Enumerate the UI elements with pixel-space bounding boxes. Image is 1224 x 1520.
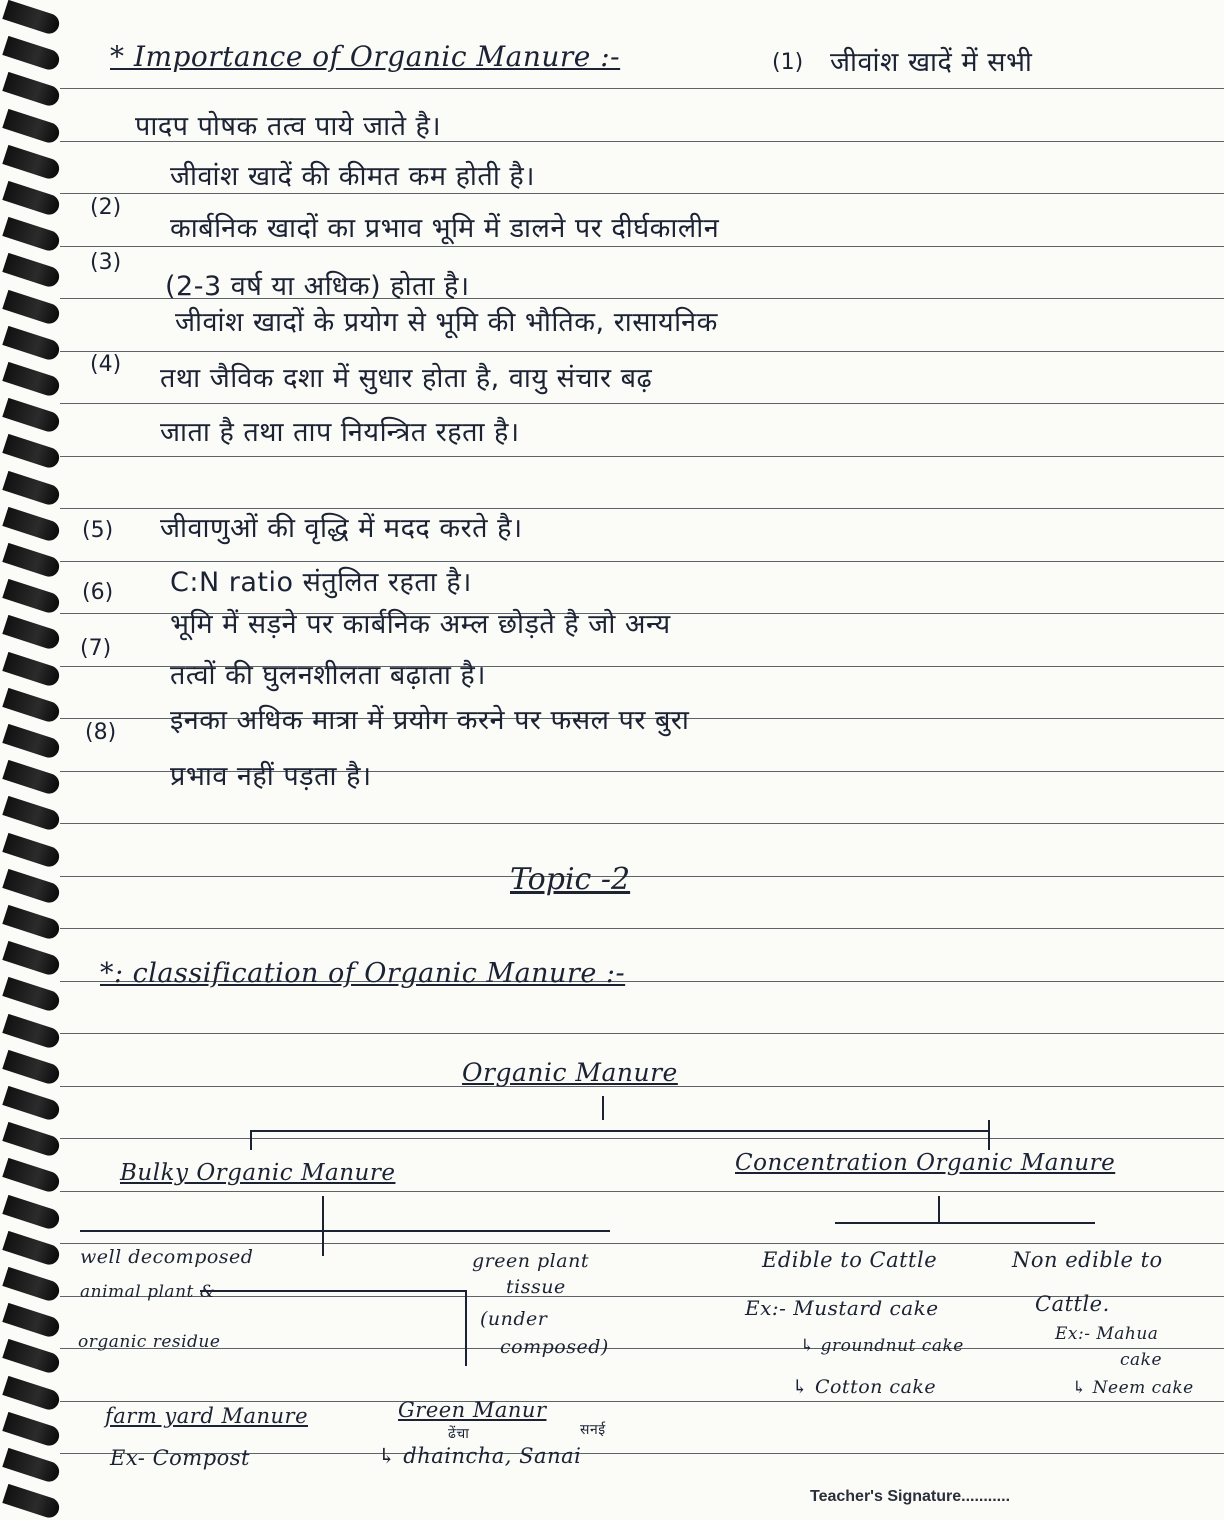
spiral-coil — [2, 1412, 61, 1448]
ruled-line — [60, 1348, 1224, 1349]
ruled-line — [60, 246, 1224, 247]
mustard-cake-label: Ex:- Mustard cake — [745, 1296, 939, 1320]
composed-label: composed) — [500, 1336, 609, 1358]
ruled-line — [60, 928, 1224, 929]
classification-heading: *: classification of Organic Manure :- — [100, 958, 626, 989]
spiral-coil — [2, 36, 61, 72]
point-3-number: (3) — [90, 250, 122, 275]
point-3-line-b: (2-3 वर्ष या अधिक) होता है। — [165, 271, 470, 302]
spiral-coil — [2, 72, 61, 108]
spiral-coil — [2, 507, 61, 543]
spiral-coil — [2, 253, 61, 289]
mahua-label: Ex:- Mahua — [1055, 1324, 1159, 1344]
ruled-line — [60, 193, 1224, 194]
point-3-line-a: कार्बनिक खादों का प्रभाव भूमि में डालने पर दीर्घकालीन — [170, 213, 720, 244]
tree-root: Organic Manure — [462, 1058, 678, 1087]
sanai-hindi-label: सनई — [580, 1422, 606, 1438]
spiral-coil — [2, 1303, 61, 1339]
point-4-number: (4) — [90, 352, 122, 377]
organic-residue-label: organic residue — [78, 1332, 221, 1352]
root-branch — [250, 1130, 990, 1132]
fym-label: farm yard Manure — [105, 1404, 308, 1428]
spiral-coil — [2, 1195, 61, 1231]
spiral-coil — [2, 290, 61, 326]
ruled-line — [60, 456, 1224, 457]
point-6-number: (6) — [82, 580, 114, 605]
green-arrow — [465, 1290, 467, 1366]
spiral-coil — [2, 471, 61, 507]
cotton-cake-label: ↳ Cotton cake — [792, 1376, 937, 1398]
under-label: (under — [480, 1308, 548, 1330]
point-7-line-b: तत्वों की घुलनशीलता बढ़ाता है। — [170, 660, 486, 691]
bulky-stem — [322, 1196, 324, 1256]
ruled-line — [60, 1401, 1224, 1402]
root-stem — [602, 1096, 604, 1120]
spiral-coil — [2, 145, 61, 181]
point-8-number: (8) — [85, 720, 117, 745]
spiral-coil — [2, 181, 61, 217]
concentrated-drop — [988, 1120, 990, 1150]
mahua-cake-label: cake — [1120, 1350, 1163, 1370]
bulky-drop — [250, 1130, 252, 1150]
spiral-coil — [2, 362, 61, 398]
point-7-line-a: भूमि में सड़ने पर कार्बनिक अम्ल छोड़ते है जो अन्य — [170, 609, 671, 640]
edible-label: Edible to Cattle — [762, 1248, 938, 1272]
spiral-binding — [0, 0, 70, 1508]
animal-plant-label: animal plant & — [80, 1282, 216, 1302]
spiral-coil — [2, 977, 61, 1013]
spiral-coil — [2, 543, 61, 579]
spiral-coil — [2, 579, 61, 615]
ruled-line — [60, 351, 1224, 352]
point-4-line-b: तथा जैविक दशा में सुधार होता है, वायु संचार बढ़ — [160, 363, 653, 394]
spiral-coil — [2, 869, 61, 905]
spiral-coil — [2, 615, 61, 651]
ruled-line — [60, 823, 1224, 824]
spiral-coil — [2, 0, 61, 36]
spiral-coil — [2, 1122, 61, 1158]
groundnut-cake-label: ↳ groundnut cake — [800, 1336, 964, 1356]
spiral-coil — [2, 1448, 61, 1484]
bulky-node: Bulky Organic Manure — [120, 1160, 396, 1186]
point-4-line-a: जीवांश खादों के प्रयोग से भूमि की भौतिक, रासायनिक — [175, 307, 718, 338]
spiral-coil — [2, 1158, 61, 1194]
ruled-line — [60, 88, 1224, 89]
ruled-line — [60, 876, 1224, 877]
topic-title: Topic -2 — [510, 862, 631, 897]
ruled-line — [60, 1243, 1224, 1244]
point-7-number: (7) — [80, 636, 112, 661]
bulky-branch — [80, 1230, 610, 1232]
spiral-coil — [2, 109, 61, 145]
spiral-coil — [2, 688, 61, 724]
spiral-coil — [2, 796, 61, 832]
spiral-coil — [2, 1086, 61, 1122]
concentrated-branch — [835, 1222, 1095, 1224]
spiral-coil — [2, 833, 61, 869]
spiral-coil — [2, 434, 61, 470]
spiral-coil — [2, 326, 61, 362]
spiral-coil — [2, 652, 61, 688]
point-5-number: (5) — [82, 518, 114, 543]
teacher-signature: Teacher's Signature........... — [810, 1488, 1011, 1505]
point-8-line-b: प्रभाव नहीं पड़ता है। — [170, 761, 372, 792]
ruled-line — [60, 403, 1224, 404]
spiral-coil — [2, 398, 61, 434]
point-2-text: जीवांश खादें की कीमत कम होती है। — [170, 161, 535, 192]
point-4-line-c: जाता है तथा ताप नियन्त्रित रहता है। — [160, 417, 520, 448]
green-plant-label: green plant — [472, 1250, 589, 1272]
point-2-number: (2) — [90, 195, 122, 220]
spiral-coil — [2, 217, 61, 253]
spiral-coil — [2, 1267, 61, 1303]
spiral-coil — [2, 724, 61, 760]
point-1-line-b: पादप पोषक तत्व पाये जाते है। — [135, 111, 442, 142]
dhaincha-hindi-label: ढेंचा — [448, 1426, 470, 1442]
spiral-coil — [2, 1231, 61, 1267]
spiral-coil — [2, 941, 61, 977]
importance-heading: * Importance of Organic Manure :- — [110, 40, 621, 73]
ruled-line — [60, 1138, 1224, 1139]
spiral-coil — [2, 1050, 61, 1086]
non-edible-label: Non edible to — [1012, 1248, 1163, 1272]
well-decomposed-label: well decomposed — [80, 1246, 254, 1268]
green-manure-label: Green Manur — [398, 1398, 547, 1422]
point-1-line-a: जीवांश खादें में सभी — [830, 47, 1033, 78]
ruled-line — [60, 1191, 1224, 1192]
spiral-coil — [2, 1484, 61, 1520]
point-6-text: C:N ratio संतुलित रहता है। — [170, 567, 472, 598]
point-8-line-a: इनका अधिक मात्रा में प्रयोग करने पर फसल पर बुरा — [170, 705, 690, 736]
point-1-number: (1) — [772, 50, 804, 75]
tissue-label: tissue — [506, 1276, 566, 1298]
point-5-text: जीवाणुओं की वृद्धि में मदद करते है। — [160, 513, 523, 544]
spiral-coil — [2, 905, 61, 941]
bulky-sub-branch — [200, 1290, 465, 1292]
neem-cake-label: ↳ Neem cake — [1072, 1378, 1194, 1398]
spiral-coil — [2, 1376, 61, 1412]
cattle-label: Cattle. — [1035, 1292, 1110, 1316]
spiral-coil — [2, 760, 61, 796]
dhaincha-label: ↳ dhaincha, Sanai — [378, 1444, 582, 1468]
concentrated-stem — [938, 1196, 940, 1224]
concentrated-node: Concentration Organic Manure — [735, 1150, 1116, 1176]
spiral-coil — [2, 1014, 61, 1050]
spiral-coil — [2, 1339, 61, 1375]
compost-label: Ex- Compost — [110, 1446, 251, 1470]
ruled-line — [60, 1033, 1224, 1034]
